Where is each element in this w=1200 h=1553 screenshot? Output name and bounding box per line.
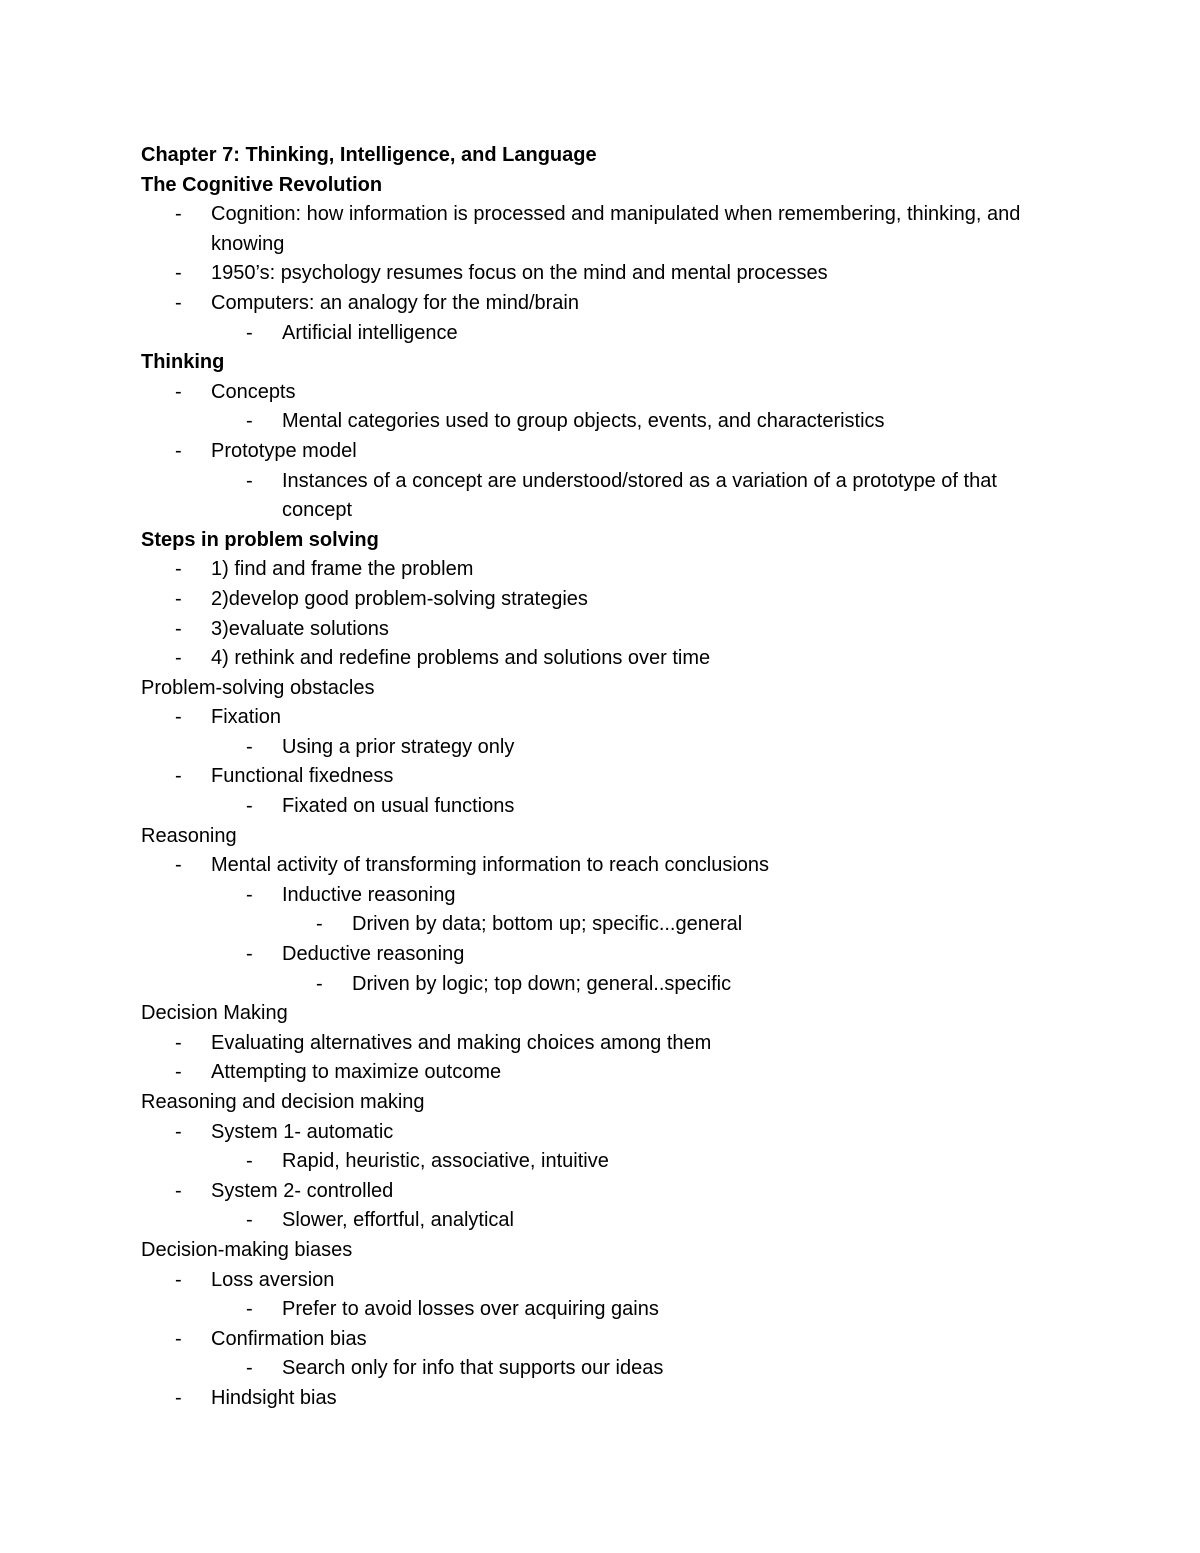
subsection-heading: Decision Making xyxy=(141,1002,288,1025)
list-item-text: 1) find and frame the problem xyxy=(211,558,474,581)
list-item-text: 4) rethink and redefine problems and solutions over time xyxy=(211,647,711,670)
list-item-text: Rapid, heuristic, associative, intuitive xyxy=(282,1150,609,1173)
list-item-level-1 xyxy=(141,1384,1061,1414)
bullet-dash: - xyxy=(175,203,182,226)
list-item-level-1 xyxy=(141,615,1061,645)
list-item-text: 1950’s: psychology resumes focus on the mind and mental processes xyxy=(211,262,828,285)
list-item-level-1 xyxy=(141,1325,1061,1355)
list-item-text: Computers: an analogy for the mind/brain xyxy=(211,291,579,314)
list-item-text: Prototype model xyxy=(211,439,357,462)
list-item-text: Artificial intelligence xyxy=(282,321,458,344)
list-item-level-1 xyxy=(141,851,1061,881)
list-item-level-2 xyxy=(141,1206,1061,1236)
section-heading: Chapter 7: Thinking, Intelligence, and Language xyxy=(141,144,597,166)
list-item-level-3 xyxy=(141,970,1061,1000)
bullet-dash: - xyxy=(246,943,253,966)
list-item-level-1 xyxy=(141,555,1061,585)
list-item-text: Search only for info that supports our ideas xyxy=(282,1357,664,1380)
list-item-level-1 xyxy=(141,437,1061,467)
bullet-dash: - xyxy=(246,883,253,906)
list-item-level-2 xyxy=(141,792,1061,822)
list-item-text: Inductive reasoning xyxy=(282,883,456,906)
list-item-level-1 xyxy=(141,289,1061,319)
list-item-level-1 xyxy=(141,378,1061,408)
list-item-level-2 xyxy=(141,733,1061,763)
list-item-level-1 xyxy=(141,644,1061,674)
list-item-text: Hindsight bias xyxy=(211,1386,337,1409)
list-item-text: Functional fixedness xyxy=(211,765,394,788)
bullet-dash: - xyxy=(175,380,182,403)
list-item-level-1 xyxy=(141,1029,1061,1059)
list-item-text: Slower, effortful, analytical xyxy=(282,1209,514,1232)
bullet-dash: - xyxy=(246,469,253,492)
list-item-level-2 xyxy=(141,881,1061,911)
bullet-dash: - xyxy=(246,1209,253,1232)
list-item-text: Mental activity of transforming information to reach conclusions xyxy=(211,854,770,877)
list-item-level-2 xyxy=(141,407,1061,437)
list-item-level-2 xyxy=(141,1295,1061,1325)
list-item-level-2 xyxy=(141,940,1061,970)
bullet-dash: - xyxy=(175,647,182,670)
list-item-text: System 2- controlled xyxy=(211,1179,394,1202)
list-item-level-1 xyxy=(141,1058,1061,1088)
list-item-level-2 xyxy=(141,1354,1061,1384)
bullet-dash: - xyxy=(175,558,182,581)
bullet-dash: - xyxy=(175,1120,182,1143)
list-item-level-1 xyxy=(141,585,1061,615)
list-item-text: System 1- automatic xyxy=(211,1120,394,1143)
bullet-dash: - xyxy=(175,706,182,729)
list-item-text: Instances of a concept are understood/stored as a variation of a prototype of that concept xyxy=(282,469,997,522)
bullet-dash: - xyxy=(175,1268,182,1291)
bullet-dash: - xyxy=(246,1298,253,1321)
bullet-dash: - xyxy=(246,321,253,344)
list-item-text: Confirmation bias xyxy=(211,1327,367,1350)
list-item-text: Deductive reasoning xyxy=(282,943,465,966)
bullet-dash: - xyxy=(246,795,253,818)
bullet-dash: - xyxy=(175,1386,182,1409)
list-item-level-1 xyxy=(141,1118,1061,1148)
list-item-text: 3)evaluate solutions xyxy=(211,617,389,640)
subsection-heading: Reasoning xyxy=(141,824,237,847)
bullet-dash: - xyxy=(175,1327,182,1350)
list-item-text: Concepts xyxy=(211,380,296,403)
bullet-dash: - xyxy=(175,291,182,314)
list-item-text: Fixation xyxy=(211,706,282,729)
list-item-level-1 xyxy=(141,200,1061,259)
bullet-dash: - xyxy=(246,1150,253,1173)
bullet-dash: - xyxy=(175,439,182,462)
bullet-dash: - xyxy=(175,587,182,610)
bullet-dash: - xyxy=(246,735,253,758)
section-heading: The Cognitive Revolution xyxy=(141,173,383,196)
list-item-text: Attempting to maximize outcome xyxy=(211,1061,502,1084)
document-page xyxy=(141,141,1061,1414)
list-item-text: Loss aversion xyxy=(211,1268,335,1291)
list-item-level-2 xyxy=(141,319,1061,349)
list-item-level-1 xyxy=(141,1266,1061,1296)
list-item-level-3 xyxy=(141,910,1061,940)
bullet-dash: - xyxy=(175,1179,182,1202)
bullet-dash: - xyxy=(175,765,182,788)
list-item-text: 2)develop good problem-solving strategies xyxy=(211,587,588,610)
subsection-heading: Reasoning and decision making xyxy=(141,1091,425,1113)
section-heading: Steps in problem solving xyxy=(141,528,379,551)
list-item-level-2 xyxy=(141,1147,1061,1177)
list-item-text: Using a prior strategy only xyxy=(282,735,515,758)
list-item-text: Evaluating alternatives and making choices among them xyxy=(211,1031,712,1054)
bullet-dash: - xyxy=(175,617,182,640)
list-item-level-2 xyxy=(141,467,1061,526)
list-item-level-1 xyxy=(141,1177,1061,1207)
bullet-dash: - xyxy=(175,854,182,877)
list-item-level-1 xyxy=(141,762,1061,792)
section-heading: Thinking xyxy=(141,351,225,374)
list-item-text: Mental categories used to group objects, events, and characteristics xyxy=(282,410,885,433)
subsection-heading: Decision-making biases xyxy=(141,1238,353,1261)
bullet-dash: - xyxy=(175,262,182,285)
bullet-dash: - xyxy=(175,1031,182,1054)
list-item-level-1 xyxy=(141,703,1061,733)
bullet-dash: - xyxy=(316,913,323,936)
bullet-dash: - xyxy=(246,1357,253,1380)
list-item-text: Fixated on usual functions xyxy=(282,795,515,818)
bullet-dash: - xyxy=(246,410,253,433)
bullet-dash: - xyxy=(175,1061,182,1084)
list-item-text: Driven by logic; top down; general..specific xyxy=(352,972,732,995)
bullet-dash: - xyxy=(316,972,323,995)
list-item-text: Cognition: how information is processed and manipulated when remembering, thinking, and knowing xyxy=(211,203,1021,255)
list-item-text: Driven by data; bottom up; specific...general xyxy=(352,913,743,936)
list-item-level-1 xyxy=(141,259,1061,289)
subsection-heading: Problem-solving obstacles xyxy=(141,676,375,699)
list-item-text: Prefer to avoid losses over acquiring gains xyxy=(282,1298,659,1321)
